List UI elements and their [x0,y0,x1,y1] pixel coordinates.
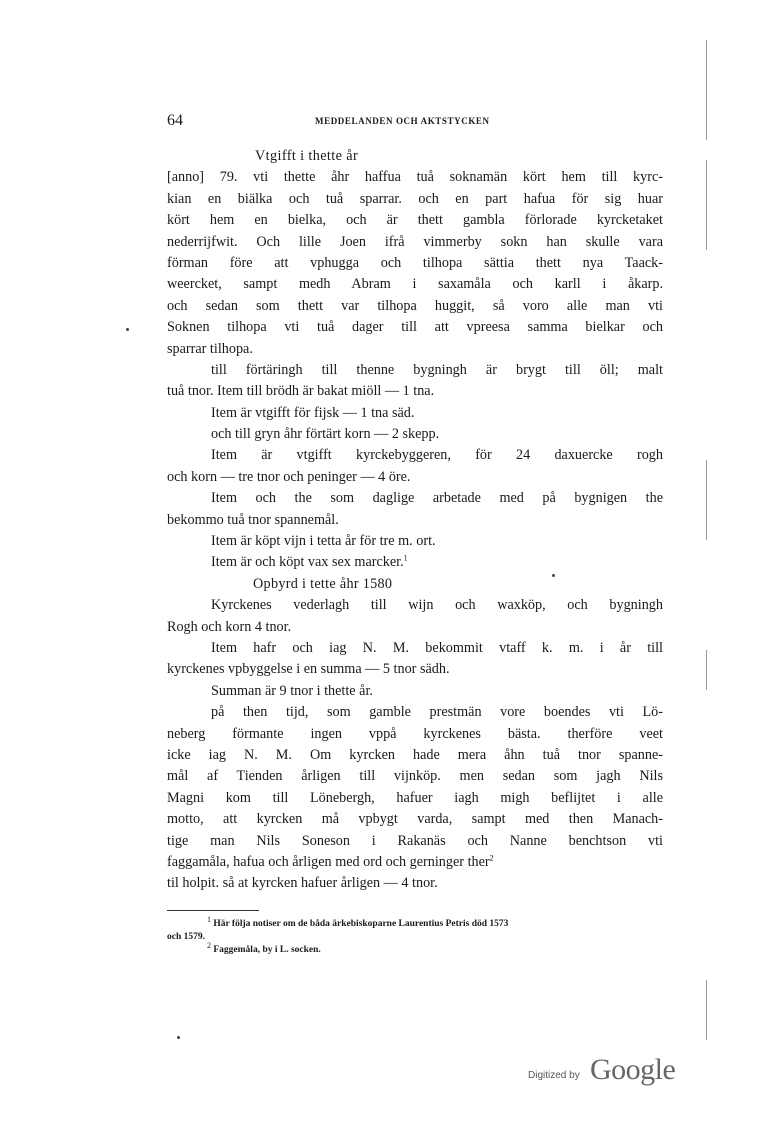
text-line: Item hafr och iag N. M. bekommit vtaff k. m. i år till [211,639,663,656]
text-line: Magni kom till Lönebergh, hafuer iagh migh beflijtet i alle [167,789,663,806]
page-number: 64 [167,112,183,129]
footnote-marker: 1 [207,914,211,924]
google-logo: Google [590,1053,676,1086]
footnote-text: Faggemåla, by i L. socken. [213,945,321,955]
text-line: Item är vtgifft för fijsk — 1 tna säd. [211,404,415,421]
text-line: förman före att vphugga och tilhopa sättia thett nya Taack- [167,254,663,271]
text-line: weercket, sampt medh Abram i saxamåla och karll i åkarp. [167,276,663,293]
text-line: Soknen tilhopa vti tuå dager till att vpreesa samma bielkar och [167,319,663,336]
page-header [167,112,663,132]
body-text [167,146,663,895]
text-line: mål af Tienden årligen till vijnköp. men sedan som jagh Nils [167,768,663,785]
text-line [167,852,663,873]
text-line: til holpit. så at kyrcken hafuer årligen — 4 tnor. [167,875,438,892]
text-line: kian en biälka och tuå sparrar. och en part hafua för sig huar [167,190,663,207]
text-line: [anno] 79. vti thette åhr haffua tuå soknamän kört hem till kyrc- [167,169,663,186]
text-line: icke iag N. M. Om kyrcken hade mera åhn tuå tnor spanne- [167,746,663,763]
text-line: nederrijfwit. Och lille Joen ifrå vimmerby sokn han skulle vara [167,233,663,250]
scan-speck [126,328,129,331]
scan-edge-line [706,40,707,140]
text-line: till förtäringh till thenne bygningh är brygt till öll; malt [211,361,663,378]
section-heading: Vtgifft i thette år [255,148,359,164]
footnote-divider [167,910,259,911]
running-title: MEDDELANDEN OCH AKTSTYCKEN [315,116,490,126]
text-line: Item är vtgifft kyrckebyggeren, för 24 daxuercke rogh [211,447,663,464]
text-line-content: Item är och köpt vax sex marcker. [211,554,404,571]
text-line: kört hem en bielka, och är thett gambla förlorade kyrcketaket [167,212,663,229]
scan-speck [552,574,555,577]
text-line: på then tijd, som gamble prestmän vore boendes vti Lö- [211,704,663,721]
text-line: tige man Nils Soneson i Rakanäs och Nanne benchtson vti [167,832,663,849]
text-line: Rogh och korn 4 tnor. [167,618,292,635]
scan-edge-line [706,160,707,250]
section-heading: Opbyrd i tette åhr 1580 [253,575,393,592]
footnote-text: och 1579. [167,932,205,942]
text-line: och korn — tre tnor och peninger — 4 öre. [167,468,411,485]
text-line: Summan är 9 tnor i thette år. [211,682,373,699]
footnote-1 [167,914,663,931]
footnote-1-continued [167,931,663,944]
text-line: Item är köpt vijn i tetta år för tre m. ort. [211,533,436,550]
footnote-ref: 1 [403,553,408,563]
scan-edge-line [706,460,707,540]
footnotes [167,914,663,957]
text-line: och till gryn åhr förtärt korn — 2 skepp. [211,426,440,443]
text-line: och sedan som thett var tilhopa huggit, så voro alle man vti [167,297,663,314]
footnote-text: Här följa notiser om de båda ärkebiskoparne Laurentius Petris död 1573 [213,919,509,929]
footnote-ref: 2 [489,853,494,863]
footnote-marker: 2 [207,940,211,950]
text-line: kyrckenes vpbyggelse i en summa — 5 tnor sädh. [167,661,450,678]
scan-edge-line [706,650,707,690]
watermark-caption: Digitized by [528,1070,580,1081]
text-line: neberg förmante ingen vppå kyrckenes bästa. therföre veet [167,725,663,742]
google-watermark [528,1053,688,1093]
text-line [167,552,663,573]
text-line: Item och the som daglige arbetade med på bygnigen the [211,490,663,507]
text-line: sparrar tilhopa. [167,340,253,357]
footnote-2 [167,940,663,957]
text-line: tuå tnor. Item till brödh är bakat miöll — 1 tna. [167,383,435,400]
text-line: motto, att kyrcken må vpbygt varda, sampt med then Manach- [167,811,663,828]
text-line-content: faggamåla, hafua och årligen med ord och gerninger ther [167,853,490,870]
text-line: bekommo tuå tnor spannemål. [167,511,339,528]
scan-speck [177,1036,180,1039]
scan-edge-line [706,980,707,1040]
text-line: Kyrckenes vederlagh till wijn och waxköp, och bygningh [211,597,663,614]
